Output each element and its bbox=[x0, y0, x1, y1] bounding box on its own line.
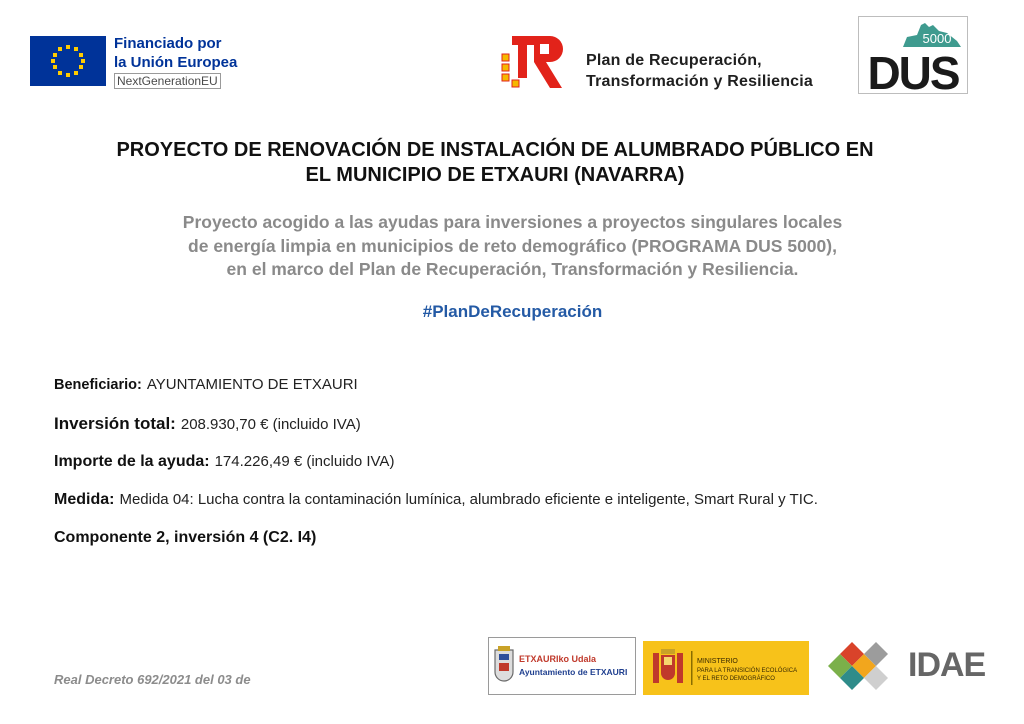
subtitle-line-3: en el marco del Plan de Recuperación, Transformación y Resiliencia. bbox=[226, 259, 799, 279]
dus-5000-logo bbox=[858, 16, 968, 94]
etxauri-line-1: ETXAURIko Udala bbox=[519, 654, 597, 664]
field-value: 174.226,49 € (incluido IVA) bbox=[214, 453, 395, 470]
prtr-logo-icon bbox=[500, 34, 572, 90]
field-inversion-total bbox=[54, 414, 361, 434]
eu-flag-icon bbox=[30, 36, 106, 86]
ministerio-line-3: Y EL RETO DEMOGRÁFICO bbox=[697, 676, 775, 682]
subtitle-line-1: Proyecto acogido a las ayudas para inversiones a proyectos singulares locales bbox=[182, 212, 843, 232]
field-value: 208.930,70 € (incluido IVA) bbox=[180, 416, 361, 433]
field-componente bbox=[54, 529, 316, 547]
field-medida bbox=[54, 491, 818, 509]
idae-wordmark: IDAE bbox=[908, 646, 986, 684]
decree-text: Real Decreto 692/2021 del 03 de bbox=[54, 672, 251, 687]
field-beneficiario bbox=[54, 376, 358, 393]
field-label: Componente 2, inversión 4 (C2. I4) bbox=[54, 529, 317, 546]
eu-funding-text bbox=[114, 34, 237, 72]
title-line-1: PROYECTO DE RENOVACIÓN DE INSTALACIÓN DE ALUMBRADO PÚBLICO EN bbox=[116, 139, 874, 161]
title-line-2: EL MUNICIPIO DE ETXAURI (NAVARRA) bbox=[305, 164, 685, 186]
eu-nextgen-text: NextGenerationEU bbox=[114, 73, 221, 89]
prtr-text bbox=[586, 50, 813, 92]
page-title bbox=[40, 138, 950, 188]
subtitle-line-2: de energía limpia en municipios de reto demográfico (PROGRAMA DUS 5000), bbox=[188, 235, 837, 256]
idae-logo-icon bbox=[824, 640, 906, 696]
dus-number: 5000 bbox=[922, 31, 952, 46]
ministerio-logo bbox=[643, 641, 809, 695]
field-label: Importe de la ayuda: bbox=[54, 453, 210, 470]
field-label: Inversión total: bbox=[54, 414, 176, 433]
eu-line-2: la Unión Europea bbox=[114, 54, 238, 71]
field-value: Medida 04: Lucha contra la contaminación lumínica, alumbrado eficiente e inteligente, Smart Rural y TIC. bbox=[119, 491, 818, 508]
field-label: Medida: bbox=[54, 491, 115, 508]
program-description bbox=[40, 211, 985, 282]
field-importe-ayuda bbox=[54, 453, 394, 471]
eu-line-1: Financiado por bbox=[114, 35, 222, 52]
etxauri-logo bbox=[488, 637, 636, 695]
prtr-line-1: Plan de Recuperación, bbox=[586, 52, 762, 69]
ministerio-line-2: PARA LA TRANSICIÓN ECOLÓGICA bbox=[697, 668, 798, 674]
hashtag: #PlanDeRecuperación bbox=[422, 302, 603, 321]
prtr-line-2: Transformación y Resiliencia bbox=[586, 73, 814, 90]
ministerio-line-1: MINISTERIO bbox=[697, 658, 738, 665]
field-value: AYUNTAMIENTO DE ETXAURI bbox=[146, 376, 358, 393]
etxauri-line-2: Ayuntamiento de ETXAURI bbox=[519, 667, 628, 677]
field-label: Beneficiario: bbox=[54, 377, 142, 393]
dus-letters: DUS bbox=[867, 47, 959, 93]
